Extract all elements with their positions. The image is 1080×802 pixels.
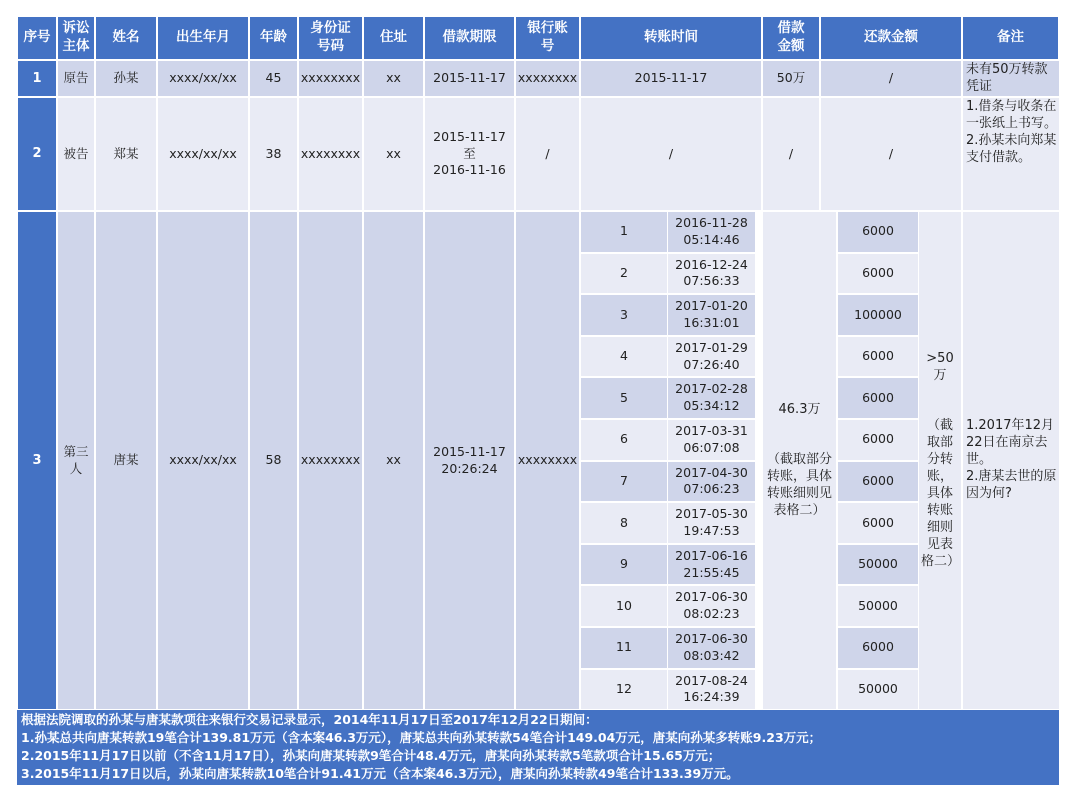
remark-line: 1.借条与收条在一张纸上书写。 bbox=[966, 99, 1058, 131]
repay-amount-item: 6000 bbox=[838, 378, 918, 418]
birth-cell: xxxx/xx/xx bbox=[158, 212, 248, 709]
repay-amount-item: 6000 bbox=[838, 462, 918, 502]
header-age: 年龄 bbox=[250, 17, 297, 59]
summary-line: 根据法院调取的孙某与唐某款项往来银行交易记录显示，2014年11月17日至2017年12月22日期间： bbox=[21, 712, 598, 727]
transfer-number: 5 bbox=[581, 378, 667, 418]
age-cell: 38 bbox=[250, 98, 297, 210]
name-cell: 孙某 bbox=[96, 61, 156, 96]
remark-cell bbox=[963, 98, 1059, 210]
header-term: 借款期限 bbox=[425, 17, 514, 59]
remark-line: 2.孙某未向郑某支付借款。 bbox=[966, 132, 1057, 165]
birth-cell: xxxx/xx/xx bbox=[158, 61, 248, 96]
header-subject: 诉讼 主体 bbox=[58, 17, 94, 59]
transfer-datetime: 2017-01-20 16:31:01 bbox=[668, 295, 755, 335]
remark-cell: 未有50万转款凭证 bbox=[963, 61, 1059, 96]
term-cell: 2015-11-17 bbox=[425, 61, 514, 96]
id-cell: xxxxxxxx bbox=[299, 212, 362, 709]
remark-line: 1.2017年12月22日在南京去世。 bbox=[966, 418, 1055, 468]
id-cell: xxxxxxxx bbox=[299, 98, 362, 210]
transfer-datetime: 2017-08-24 16:24:39 bbox=[668, 670, 755, 710]
address-cell: xx bbox=[364, 98, 423, 210]
transfer-number: 8 bbox=[581, 503, 667, 543]
transfer-number: 12 bbox=[581, 670, 667, 710]
transfer-number: 1 bbox=[581, 212, 667, 252]
repay-amount-cell: / bbox=[821, 98, 961, 210]
repay-amount-item: 50000 bbox=[838, 545, 918, 585]
name-cell: 唐某 bbox=[96, 212, 156, 709]
age-cell: 45 bbox=[250, 61, 297, 96]
transfer-number: 3 bbox=[581, 295, 667, 335]
row-number: 2 bbox=[18, 98, 56, 210]
transfer-datetime: 2017-03-31 06:07:08 bbox=[668, 420, 755, 460]
repay-amount-item: 6000 bbox=[838, 337, 918, 377]
transfer-datetime: 2017-02-28 05:34:12 bbox=[668, 378, 755, 418]
repay-amount-item: 6000 bbox=[838, 628, 918, 668]
header-birth: 出生年月 bbox=[158, 17, 248, 59]
loan-amount-cell: 50万 bbox=[763, 61, 819, 96]
transfer-number: 2 bbox=[581, 254, 667, 294]
header-account: 银行账 号 bbox=[516, 17, 579, 59]
transfer-datetime: 2017-05-30 19:47:53 bbox=[668, 503, 755, 543]
transfer-number: 7 bbox=[581, 462, 667, 502]
transfer-number: 6 bbox=[581, 420, 667, 460]
header-remark: 备注 bbox=[963, 17, 1058, 59]
loan-amount-cell: / bbox=[763, 98, 819, 210]
loan-amount-cell: 46.3万 （截取部分转账，具体转账细则见表格二） bbox=[763, 212, 836, 709]
id-cell: xxxxxxxx bbox=[299, 61, 362, 96]
repay-amount-item: 50000 bbox=[838, 670, 918, 710]
summary-line: 1.孙某总共向唐某转款19笔合计139.81万元（含本案46.3万元），唐某总共向孙某转款54笔合计149.04万元，唐某向孙某多转账9.23万元； bbox=[21, 730, 822, 746]
transfer-datetime: 2017-04-30 07:06:23 bbox=[668, 462, 755, 502]
subject-cell: 第三 人 bbox=[58, 212, 94, 709]
term-cell: 2015-11-17 至 2016-11-16 bbox=[425, 98, 514, 210]
evidence-table bbox=[17, 17, 1059, 785]
repay-amount-cell: >50万 （截取部分转账，具体转账细则见表格二） bbox=[919, 212, 961, 709]
transfer-datetime: 2016-12-24 07:56:33 bbox=[668, 254, 755, 294]
age-cell: 58 bbox=[250, 212, 297, 709]
repay-amount-cell: / bbox=[821, 61, 961, 96]
summary-line: 3.2015年11月17日以后，孙某向唐某转款10笔合计91.41万元（含本案46.3万元），唐某向孙某转款49笔合计133.39万元。 bbox=[21, 766, 739, 782]
subject-cell: 被告 bbox=[58, 98, 94, 210]
transfer-datetime: 2017-06-16 21:55:45 bbox=[668, 545, 755, 585]
transfer-datetime: 2016-11-28 05:14:46 bbox=[668, 212, 755, 252]
address-cell: xx bbox=[364, 61, 423, 96]
remark-line: 2.唐某去世的原因为何? bbox=[966, 469, 1057, 501]
repay-amount-item: 6000 bbox=[838, 254, 918, 294]
name-cell: 郑某 bbox=[96, 98, 156, 210]
repay-amount-item: 6000 bbox=[838, 212, 918, 252]
transfer-number: 11 bbox=[581, 628, 667, 668]
term-cell: 2015-11-17 20:26:24 bbox=[425, 212, 514, 709]
remark-cell bbox=[963, 212, 1059, 709]
transfer-time-cell: / bbox=[581, 98, 761, 210]
account-cell: xxxxxxxx bbox=[516, 212, 579, 709]
header-transfer-time: 转账时间 bbox=[581, 17, 761, 59]
transfer-datetime: 2017-06-30 08:02:23 bbox=[668, 586, 755, 626]
header-address: 住址 bbox=[364, 17, 423, 59]
header-name: 姓名 bbox=[96, 17, 156, 59]
row-number: 3 bbox=[18, 212, 56, 709]
repay-amount-item: 50000 bbox=[838, 586, 918, 626]
repay-amount-item: 100000 bbox=[838, 295, 918, 335]
header-loan-amount: 借款 金额 bbox=[763, 17, 819, 59]
birth-cell: xxxx/xx/xx bbox=[158, 98, 248, 210]
account-cell: / bbox=[516, 98, 579, 210]
summary-line: 2.2015年11月17日以前（不含11月17日），孙某向唐某转款9笔合计48.4万元，唐某向孙某转款5笔款项合计15.65万元； bbox=[21, 748, 721, 764]
account-cell: xxxxxxxx bbox=[516, 61, 579, 96]
transfer-time-cell: 2015-11-17 bbox=[581, 61, 761, 96]
header-seq: 序号 bbox=[18, 17, 56, 59]
transfer-datetime: 2017-06-30 08:03:42 bbox=[668, 628, 755, 668]
transfer-datetime: 2017-01-29 07:26:40 bbox=[668, 337, 755, 377]
address-cell: xx bbox=[364, 212, 423, 709]
header-repay-amount: 还款金额 bbox=[821, 17, 961, 59]
header-id: 身份证 号码 bbox=[299, 17, 362, 59]
repay-amount-item: 6000 bbox=[838, 503, 918, 543]
transfer-number: 9 bbox=[581, 545, 667, 585]
summary-footer bbox=[17, 710, 1059, 785]
repay-amount-item: 6000 bbox=[838, 420, 918, 460]
transfer-number: 10 bbox=[581, 586, 667, 626]
subject-cell: 原告 bbox=[58, 61, 94, 96]
row-number: 1 bbox=[18, 61, 56, 96]
transfer-number: 4 bbox=[581, 337, 667, 377]
